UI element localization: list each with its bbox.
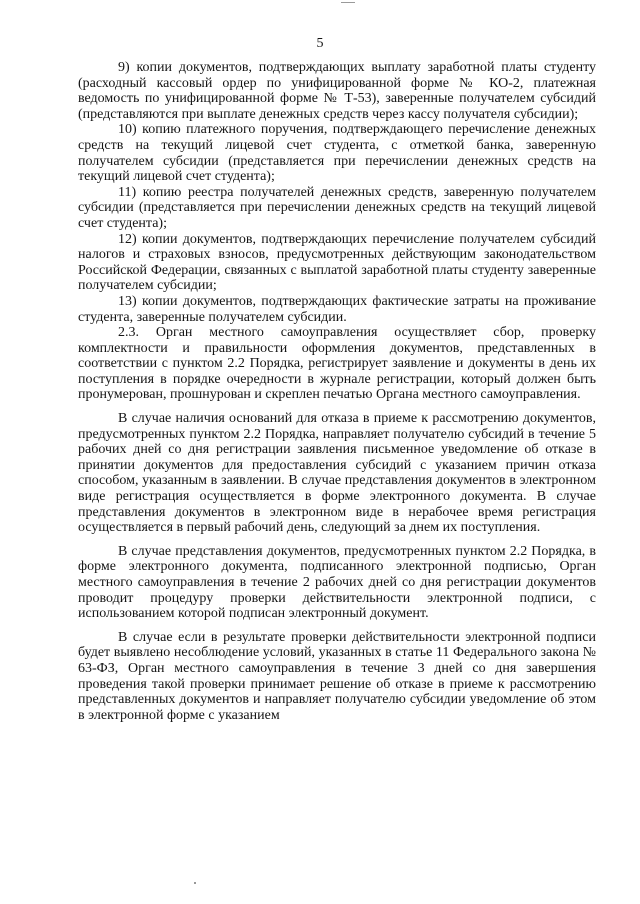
scan-mark [341, 2, 355, 3]
paragraph-item-13: 13) копии документов, подтверждающих фактические затраты на проживание студента, заверенные получателем субсидии. [78, 293, 596, 325]
paragraph-electronic-signature: В случае представления документов, предусмотренных пунктом 2.2 Порядка, в форме электронного документа, подписанного электронной подписью, Орган местного самоуправления в течение 2 рабочих дней со дня регистрации документов проводит процедуру проверки действительности электронной подписи, с использованием которой подписан электронный документ. [78, 543, 596, 622]
scan-speck [194, 882, 196, 884]
document-body [78, 60, 596, 723]
paragraph-item-10: 10) копию платежного поручения, подтверждающего перечисление денежных средств на текущий лицевой счет студента, с отметкой банка, заверенную получателем субсидии (представляется при перечислении денежных средств на текущий лицевой счет студента); [78, 122, 596, 185]
page-number: 5 [316, 36, 324, 51]
paragraph-section-2-3: 2.3. Орган местного самоуправления осуществляет сбор, проверку комплектности и правильности оформления документов, представленных в соответствии с пунктом 2.2 Порядка, регистрирует заявление и документы в день их поступления в порядке очередности в журнале регистрации, который должен быть пронумерован, прошнурован и скреплен печатью Органа местного самоуправления. [78, 325, 596, 403]
paragraph-item-12: 12) копии документов, подтверждающих перечисление получателем субсидий налогов и страховых взносов, предусмотренных действующим законодательством Российской Федерации, связанных с выплатой заработной платы студенту заверенные получателем субсидии; [78, 231, 596, 294]
paragraph-item-11: 11) копию реестра получателей денежных средств, заверенную получателем субсидии (представляется при перечислении денежных средств на текущий лицевой счет студента); [78, 184, 596, 231]
paragraph-item-9: 9) копии документов, подтверждающих выплату заработной платы студенту (расходный кассовый ордер по унифицированной форме № КО-2, платежная ведомость по унифицированной форме № Т-53), заверенные получателем субсидий (представляются при выплате денежных средств через кассу получателя субсидии); [78, 60, 596, 122]
paragraph-signature-check: В случае если в результате проверки действительности электронной подписи будет выявлено несоблюдение условий, указанных в статье 11 Федерального закона № 63-ФЗ, Орган местного самоуправления в течение 3 дней со дня завершения проведения такой проверки принимает решение об отказе в приеме к рассмотрению представленных документов и направляет получателю субсидии уведомление об этом в электронной форме с указанием [78, 629, 596, 723]
paragraph-refusal: В случае наличия оснований для отказа в приеме к рассмотрению документов, предусмотренных пунктом 2.2 Порядка, направляет получателю субсидий в течение 5 рабочих дней со дня регистрации заявления письменное уведомление об отказе в принятии документов для предоставления субсидий с указанием причин отказа способом, указанным в заявлении. В случае представления документов в электронном виде регистрация осуществляется в форме электронного документа. В случае представления документов в электронном виде в нерабочее время регистрация осуществляется в первый рабочий день, следующий за днем их поступления. [78, 411, 596, 536]
